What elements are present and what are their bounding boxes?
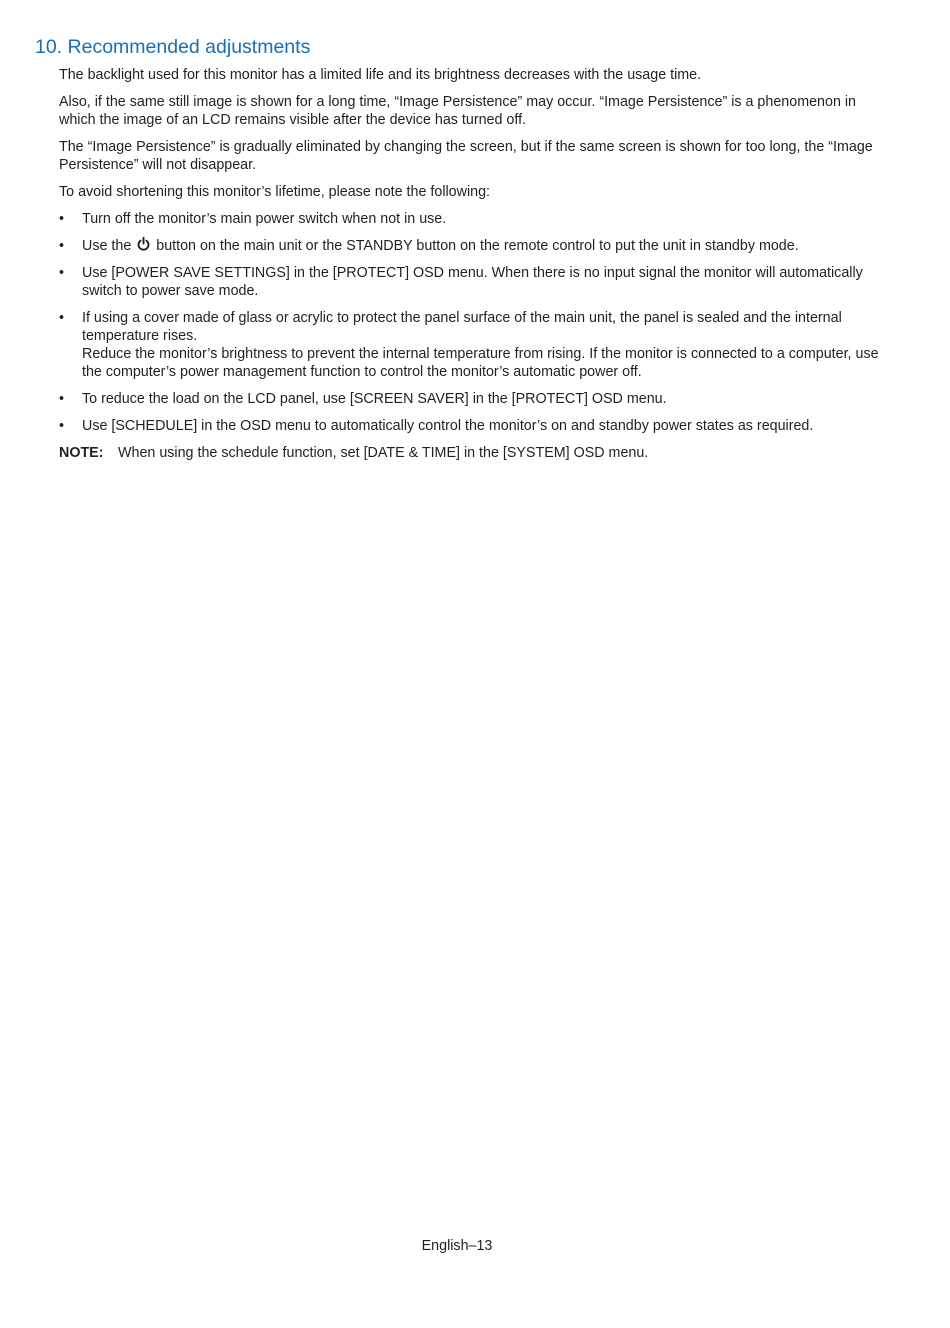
bullet-mark: • [59, 238, 65, 254]
section-body [59, 66, 894, 471]
intro-paragraph-backlight: The backlight used for this monitor has a limited life and its brightness decreases with the usage time. [59, 67, 702, 83]
recommendations-list [59, 210, 894, 435]
list-item-text: To reduce the load on the LCD panel, use [SCREEN SAVER] in the [PROTECT] OSD menu. [82, 391, 667, 407]
list-item-text: Use [POWER SAVE SETTINGS] in the [PROTECT] OSD menu. When there is no input signal the monitor will automatically switch to power save mode. [82, 265, 863, 299]
list-item-text: Turn off the monitor’s main power switch when not in use. [82, 211, 447, 227]
list-item [59, 210, 894, 228]
intro-paragraph-lifetime: To avoid shortening this monitor’s lifetime, please note the following: [59, 184, 491, 200]
list-item [59, 237, 894, 255]
bullet-mark: • [59, 418, 65, 434]
list-item-text: Use [SCHEDULE] in the OSD menu to automatically control the monitor’s on and standby power states as required. [82, 418, 814, 434]
list-item [59, 417, 894, 435]
list-item-text: If using a cover made of glass or acrylic to protect the panel surface of the main unit, the panel is sealed and the internal temperature rises. [82, 310, 842, 344]
bullet-mark: • [59, 265, 65, 281]
list-item-text-before-icon: Use the [82, 238, 132, 254]
list-item-text-continued: Reduce the monitor’s brightness to prevent the internal temperature from rising. If the monitor is connected to a computer, use the computer’s power management function to control the monitor’s automatic power off. [82, 346, 879, 380]
section-title: 10. Recommended adjustments [35, 36, 311, 58]
page-footer: English–13 [421, 1238, 493, 1254]
note-label: NOTE: [59, 445, 104, 461]
note-text: When using the schedule function, set [DATE & TIME] in the [SYSTEM] OSD menu. [118, 445, 649, 461]
list-item [59, 309, 894, 381]
list-item [59, 264, 894, 300]
bullet-mark: • [59, 310, 65, 326]
bullet-mark: • [59, 211, 65, 227]
intro-paragraph-persistence-elimination: The “Image Persistence” is gradually eliminated by changing the screen, but if the same screen is shown for too long, the “Image Persistence” will not disappear. [59, 139, 873, 173]
bullet-mark: • [59, 391, 65, 407]
list-item [59, 390, 894, 408]
power-icon [137, 237, 150, 251]
note [59, 444, 894, 462]
intro-paragraph-image-persistence: Also, if the same still image is shown for a long time, “Image Persistence” may occur. “Image Persistence” is a phenomenon in which the image of an LCD remains visible after the device has turned off. [59, 94, 857, 128]
list-item-text-after-icon: button on the main unit or the STANDBY button on the remote control to put the unit in standby mode. [156, 238, 799, 254]
